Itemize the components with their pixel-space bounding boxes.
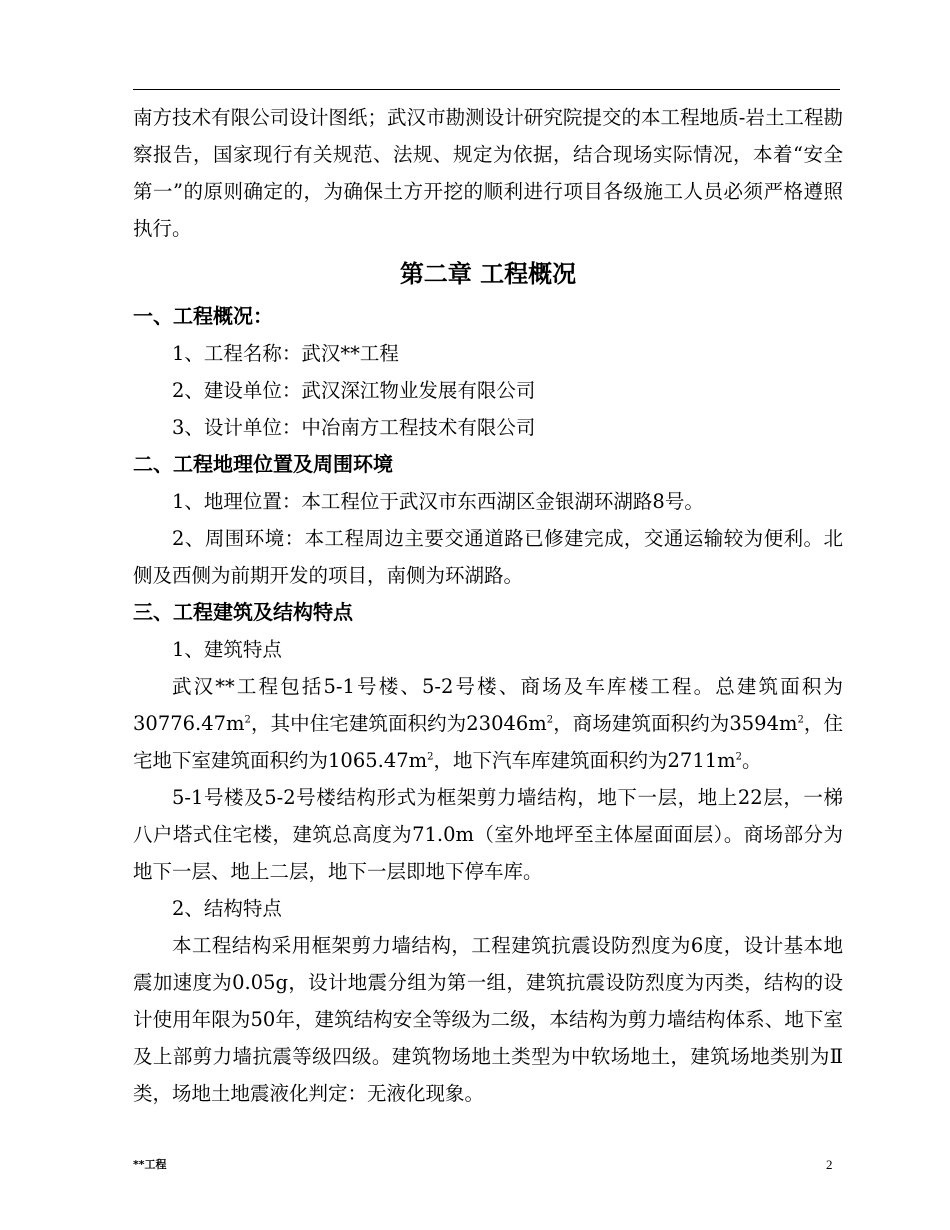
building-features-title: 1、建筑特点	[172, 638, 282, 661]
intro-paragraph: 南方技术有限公司设计图纸；武汉市勘测设计研究院提交的本工程地质-岩土工程勘察报告，国家现行有关规范、法规、规定为依据，结合现场实际情况，本着“安全第一”的原则确定的，为确保土方开挖的顺利进行项目各级施工人员必须严格遵照执行。	[133, 106, 843, 240]
structure-features-title: 2、结构特点	[172, 897, 282, 920]
footer-project-name: **工程	[133, 1158, 167, 1171]
section-heading-overview: 一、工程概况：	[133, 304, 273, 328]
area-text-5: ，地下汽车库建筑面积约为2711m	[433, 749, 736, 772]
area-unit-sup-2: 2	[546, 714, 554, 726]
location-paragraph: 1、地理位置：本工程位于武汉市东西湖区金银湖环湖路8号。	[172, 490, 704, 513]
area-text-3: ，商场建筑面积约为3594m	[553, 712, 798, 735]
page-number: 2	[826, 1157, 833, 1172]
owner-item: 2、建设单位：武汉深江物业发展有限公司	[172, 379, 536, 402]
designer-item: 3、设计单位：中冶南方工程技术有限公司	[172, 416, 536, 439]
area-text-6: 。	[742, 749, 762, 772]
area-paragraph	[133, 668, 843, 779]
environment-paragraph: 2、周围环境：本工程周边主要交通道路已修建完成，交通运输较为便利。北侧及西侧为前期开发的项目，南侧为环湖路。	[133, 527, 843, 587]
chapter-title: 第二章 工程概况	[399, 260, 577, 288]
area-unit-sup-3: 2	[797, 714, 804, 726]
project-name-item: 1、工程名称：武汉**工程	[172, 342, 399, 365]
header-rule	[133, 89, 840, 90]
document-body	[133, 99, 843, 1112]
area-unit-sup-4: 2	[427, 751, 434, 763]
section-heading-location: 二、工程地理位置及周围环境	[133, 452, 393, 476]
area-text-1: 武汉**工程包括5-1号楼、5-2号楼、商场及车库楼工程。总建筑面积为30776.47m	[133, 675, 843, 735]
area-unit-sup-5: 2	[735, 751, 743, 763]
structure-detail-paragraph: 本工程结构采用框架剪力墙结构，工程建筑抗震设防烈度为6度，设计基本地震加速度为0.05g，设计地震分组为第一组，建筑抗震设防烈度为丙类，结构的设计使用年限为50年，建筑结构安全等级为二级，本结构为剪力墙结构体系、地下室及上部剪力墙抗震等级四级。建筑物场地土类型为中软场地土，建筑场地类别为Ⅱ类，场地土地震液化判定：无液化现象。	[133, 934, 843, 1105]
area-text-4: ，住宅地下室建筑面积约为1065.47m	[133, 712, 843, 772]
section-heading-structure: 三、工程建筑及结构特点	[133, 600, 353, 624]
structure-form-paragraph: 5-1号楼及5-2号楼结构形式为框架剪力墙结构，地下一层，地上22层，一梯八户塔式住宅楼，建筑总高度为71.0m（室外地坪至主体屋面面层）。商场部分为地下一层、地上二层，地下一层即地下停车库。	[133, 786, 843, 883]
area-unit-sup-1: 2	[244, 714, 251, 726]
area-text-2: ，其中住宅建筑面积约为23046m	[250, 712, 547, 735]
